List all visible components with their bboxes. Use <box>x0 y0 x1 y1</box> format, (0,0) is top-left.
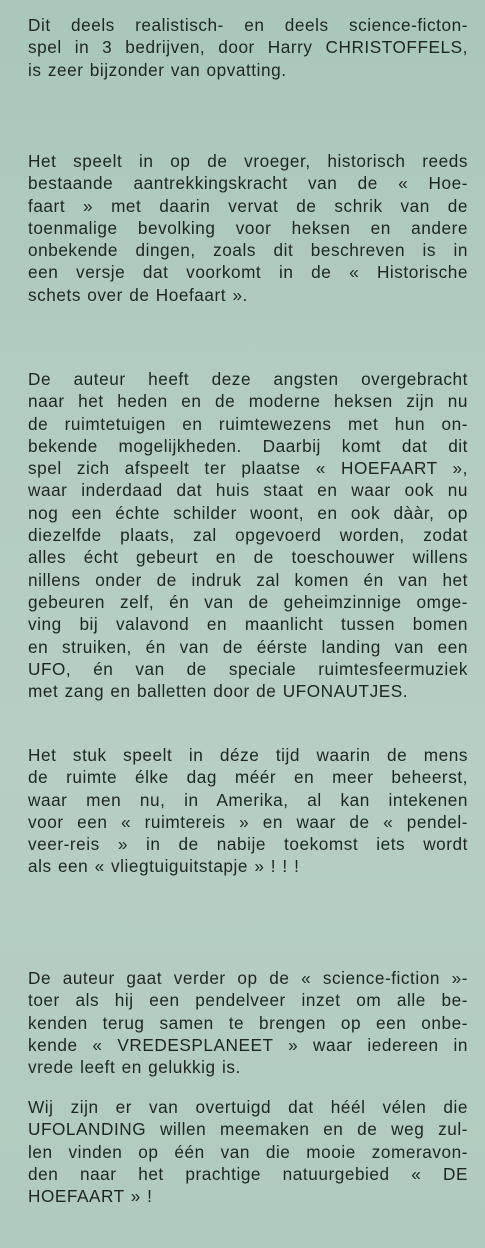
text-line: kende « VREDESPLANEET » waar iedereen in <box>28 1034 468 1055</box>
text-line: onbekende dingen, zoals dit beschreven is in <box>28 240 468 261</box>
text-line: bekende mogelijkheden. Daarbij komt dat dit <box>28 435 468 456</box>
text-line: Het speelt in op de vroeger, historisch reeds <box>28 151 468 171</box>
text-line: toenmalige bevolking voor heksen en andere <box>28 217 468 238</box>
paragraph-introduction <box>28 14 468 81</box>
text-line: Wij zijn er van overtuigd dat héél vélen die <box>28 1097 468 1117</box>
text-line: als een « vliegtuiguitstapje » ! ! ! <box>28 856 300 877</box>
paragraph-author-modern <box>28 368 468 702</box>
text-line: diezelfde plaats, zal opgevoerd worden, zodat <box>28 525 468 546</box>
text-line: de ruimte élke dag méér en meer beheerst, <box>28 767 468 788</box>
text-line: naar het heden en de moderne heksen zijn nu <box>28 391 468 412</box>
text-line: gebeuren zelf, én van de geheimzinnige omge- <box>28 591 468 612</box>
text-line: UFO, én van de speciale ruimtesfeermuziek <box>28 658 468 679</box>
paragraph-invitation <box>28 1096 468 1207</box>
text-line: len vinden op één van die mooie zomeravon- <box>28 1141 468 1162</box>
text-line: De auteur heeft deze angsten overgebracht <box>28 369 468 389</box>
text-line: en struiken, én van de éérste landing van een <box>28 636 468 657</box>
text-line: nog een échte schilder woont, en ook dààr, op <box>28 502 468 523</box>
text-line: is zeer bijzonder van opvatting. <box>28 59 287 80</box>
text-line: nillens onder de indruk zal komen én van het <box>28 569 468 590</box>
text-line: een versje dat voorkomt in de « Historische <box>28 262 468 283</box>
text-line: schets over de Hoefaart ». <box>28 284 248 305</box>
text-line: alles écht gebeurt en de toeschouwer willens <box>28 547 468 568</box>
text-line: voor een « ruimtereis » en waar de « pendel- <box>28 811 468 832</box>
text-line: den naar het prachtige natuurgebied « DE <box>28 1163 468 1184</box>
text-line: waar inderdaad dat huis staat en waar ook nu <box>28 480 468 501</box>
paragraph-space-era <box>28 744 468 878</box>
text-line: Dit deels realistisch- en deels science-ficton- <box>28 15 468 35</box>
text-line: toer als hij een pendelveer inzet om alle be- <box>28 990 468 1011</box>
text-line: de ruimtetuigen en ruimtewezens met hun on- <box>28 413 468 434</box>
text-line: UFOLANDING willen meemaken en de weg zul- <box>28 1119 468 1140</box>
text-line: waar men nu, in Amerika, al kan intekenen <box>28 789 468 810</box>
paragraph-peace-planet <box>28 967 468 1078</box>
text-line: met zang en balletten door de UFONAUTJES. <box>28 681 409 702</box>
text-line: spel zich afspeelt ter plaatse « HOEFAART », <box>28 458 468 479</box>
text-line: veer-reis » in de nabije toekomst iets wordt <box>28 834 468 855</box>
paragraph-history <box>28 150 468 306</box>
text-line: HOEFAART » ! <box>28 1186 153 1207</box>
text-line: bestaande aantrekkingskracht van de « Hoe- <box>28 173 468 194</box>
text-line: ving bij valavond en maanlicht tussen bomen <box>28 614 468 635</box>
text-line: kenden terug samen te brengen op een onbe- <box>28 1012 468 1033</box>
text-line: vrede leeft en gelukkig is. <box>28 1057 241 1078</box>
text-line: spel in 3 bedrijven, door Harry CHRISTOFFELS, <box>28 37 468 58</box>
text-line: De auteur gaat verder op de « science-fiction »- <box>28 968 468 988</box>
text-line: Het stuk speelt in déze tijd waarin de mens <box>28 745 468 765</box>
text-line: faart » met daarin vervat de schrik van de <box>28 195 468 216</box>
